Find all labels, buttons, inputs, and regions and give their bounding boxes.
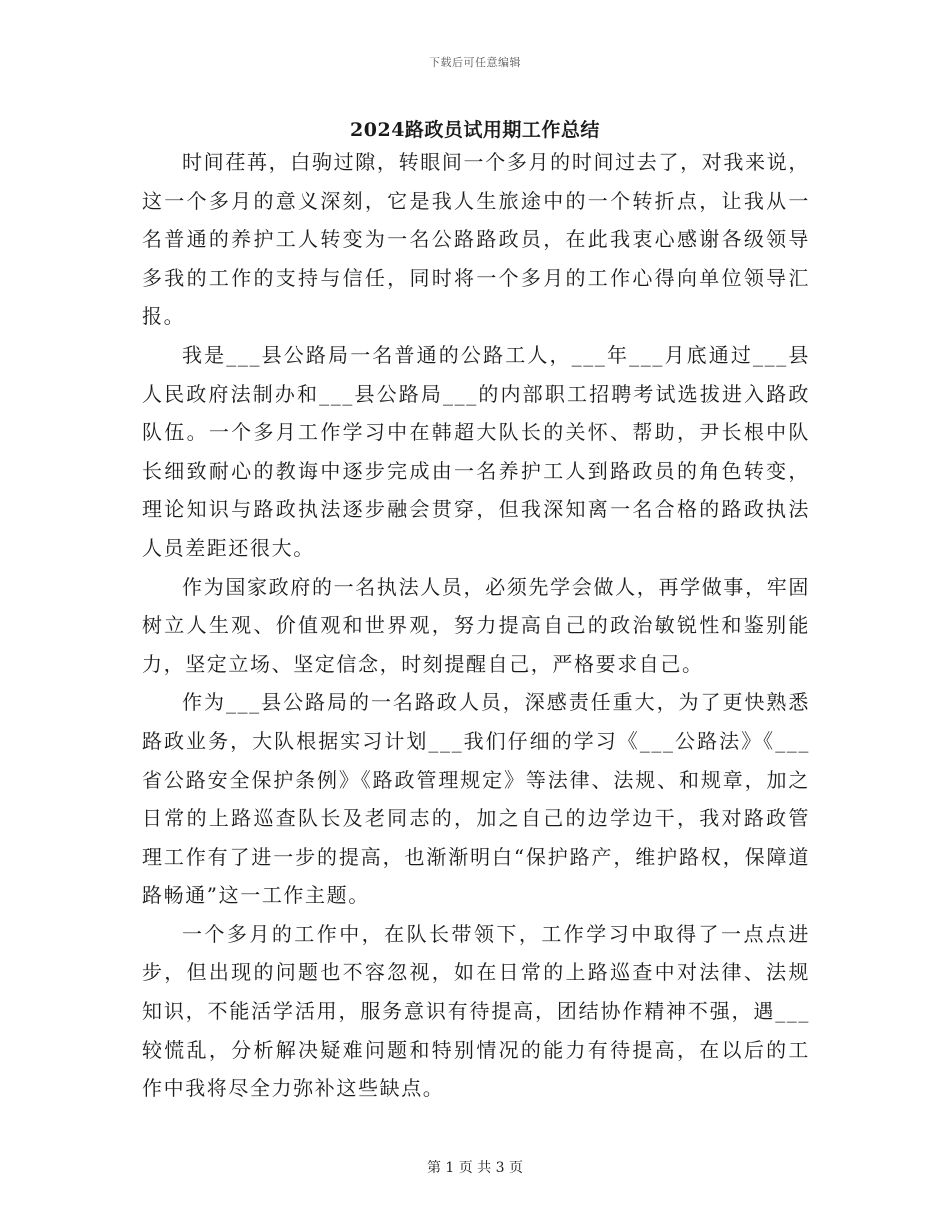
paragraph: 作为___县公路局的一名路政人员，深感责任重大，为了更快熟悉路政业务，大队根据实习计划___我们仔细的学习《___公路法》《___省公路安全保护条例》《路政管理规定》等法律、法规、和规章，加之日常的上路巡查队长及老同志的，加之自己的边学边干，我对路政管理工作有了进一步的提高，也渐渐明白“保护路产，维护路权，保障道路畅通”这一工作主题。 (142, 690, 810, 908)
paragraph: 时间荏苒，白驹过隙，转眼间一个多月的时间过去了，对我来说，这一个多月的意义深刻，它是我人生旅途中的一个转折点，让我从一名普通的养护工人转变为一名公路路政员，在此我衷心感谢各级领导多我的工作的支持与信任，同时将一个多月的工作心得向单位领导汇报。 (142, 150, 810, 329)
header-note: 下载后可任意编辑 (429, 56, 521, 69)
document-title: 2024路政员试用期工作总结 (350, 119, 600, 141)
document-body (142, 143, 810, 1108)
paragraph: 一个多月的工作中，在队长带领下，工作学习中取得了一点点进步，但出现的问题也不容忽视，如在日常的上路巡查中对法律、法规知识，不能活学活用，服务意识有待提高，团结协作精神不强，遇___较慌乱，分析解决疑难问题和特别情况的能力有待提高，在以后的工作中我将尽全力弥补这些缺点。 (142, 921, 810, 1101)
page-number: 第 1 页 共 3 页 (426, 1160, 524, 1176)
paragraph: 作为国家政府的一名执法人员，必须先学会做人，再学做事，牢固树立人生观、价值观和世界观，努力提高自己的政治敏锐性和鉴别能力，坚定立场、坚定信念，时刻提醒自己，严格要求自己。 (142, 574, 810, 676)
paragraph: 我是___县公路局一名普通的公路工人，___年___月底通过___县人民政府法制办和___县公路局___的内部职工招聘考试选拔进入路政队伍。一个多月工作学习中在韩超大队长的关怀、帮助，尹长根中队长细致耐心的教诲中逐步完成由一名养护工人到路政员的角色转变，理论知识与路政执法逐步融会贯穿，但我深知离一名合格的路政执法人员差距还很大。 (142, 342, 810, 560)
